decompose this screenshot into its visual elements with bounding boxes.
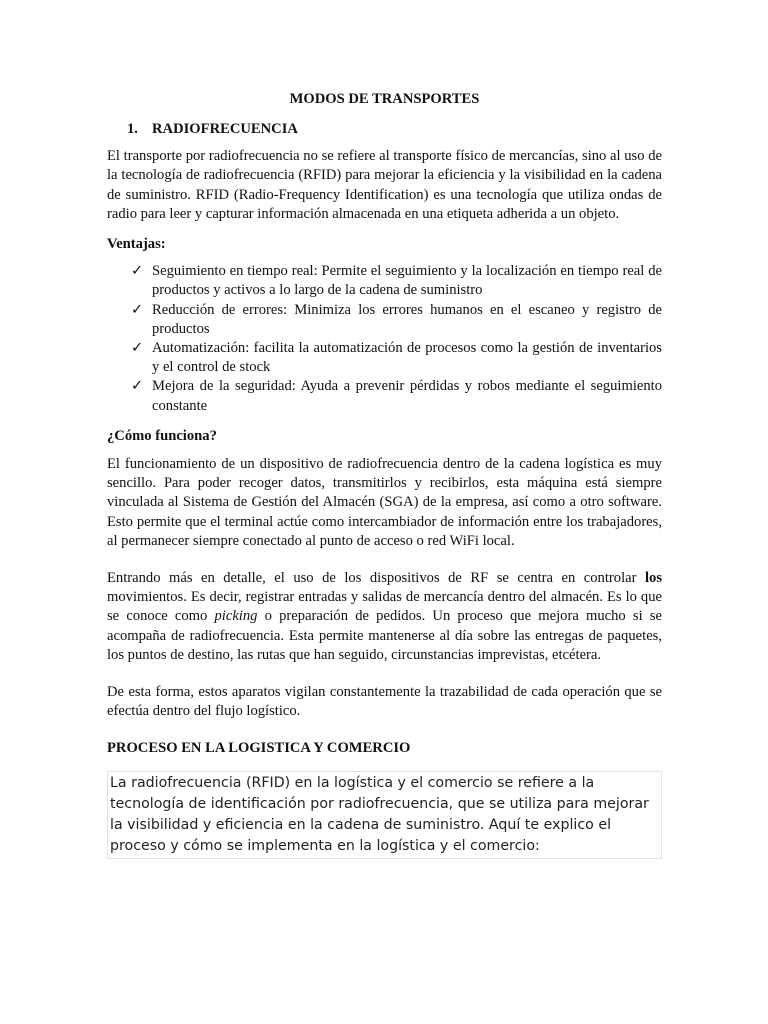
text-run: movimientos. Es decir, registrar entradas y salidas de mercancía dentro del almacén. Es lo que se conoce como (107, 589, 662, 625)
section-number: 1. (127, 121, 138, 138)
text-run: o preparación de pedidos. Un proceso que mejora mucho si se acompaña de radiofrecuencia. Esta permite mantenerse al día sobre las entregas de paquetes, los puntos de destino, las rutas que han seguido, circunstancias imprevistas, etcétera. (107, 608, 662, 663)
bold-text-run: los (644, 570, 662, 587)
intro-paragraph: El transporte por radiofrecuencia no se refiere al transporte físico de mercancías, sino al uso de la tecnología de radiofrecuencia (RFID) para mejorar la eficiencia y la visibilidad en la cadena de suministro. RFID (Radio-Frequency Identification) es una tecnología que utiliza ondas de radio para leer y capturar información almacenada en una etiqueta adherida a un objeto. (107, 148, 662, 222)
italic-text-run: picking (214, 608, 258, 625)
checkmark-icon: ✓ (131, 378, 144, 395)
list-item (107, 262, 662, 300)
list-item (107, 301, 662, 339)
list-item (107, 339, 662, 377)
ventajas-list (107, 262, 662, 416)
section-heading-proceso: PROCESO EN LA LOGISTICA Y COMERCIO (107, 740, 411, 757)
list-item-text: Automatización: facilita la automatización de procesos como la gestión de inventarios y el control de stock (152, 340, 662, 376)
section-title: RADIOFRECUENCIA (152, 121, 298, 138)
text-run: Entrando más en detalle, el uso de los dispositivos de RF se centra en controlar (107, 570, 645, 587)
ventajas-label: Ventajas: (107, 236, 166, 253)
checkmark-icon: ✓ (131, 263, 144, 280)
paragraph-funcionamiento: El funcionamiento de un dispositivo de radiofrecuencia dentro de la cadena logística es muy sencillo. Para poder recoger datos, transmitirlos y recibirlos, esta máquina está siempre vinculada al Sistema de Gestión del Almacén (SGA) de la empresa, así como a otro software. Esto permite que el terminal actúe como intercambiador de información entre los trabajadores, al permanecer siempre conectado al punto de acceso o red WiFi local. (107, 456, 662, 549)
paragraph-detalle (107, 569, 662, 665)
list-item-text: Mejora de la seguridad: Ayuda a prevenir pérdidas y robos mediante el seguimiento constante (152, 378, 662, 414)
section-heading-radiofrecuencia (127, 121, 662, 138)
list-item-text: Reducción de errores: Minimiza los errores humanos en el escaneo y registro de productos (152, 301, 662, 337)
pasted-text-box: La radiofrecuencia (RFID) en la logística y el comercio se refiere a la tecnología de identificación por radiofrecuencia, que se utiliza para mejorar la visibilidad y eficiencia en la cadena de suministro. Aquí te explico el proceso y cómo se implementa en la logística y el comercio: (107, 771, 662, 859)
paragraph-trazabilidad: De esta forma, estos aparatos vigilan constantemente la trazabilidad de cada operación que se efectúa dentro del flujo logístico. (107, 684, 662, 720)
list-item-text: Seguimiento en tiempo real: Permite el seguimiento y la localización en tiempo real de productos y activos a lo largo de la cadena de suministro (152, 263, 662, 299)
como-funciona-label: ¿Cómo funciona? (107, 427, 217, 444)
document-title: MODOS DE TRANSPORTES (289, 91, 480, 107)
document-page (107, 90, 662, 859)
list-item (107, 377, 662, 415)
checkmark-icon: ✓ (131, 301, 144, 318)
checkmark-icon: ✓ (131, 340, 144, 357)
